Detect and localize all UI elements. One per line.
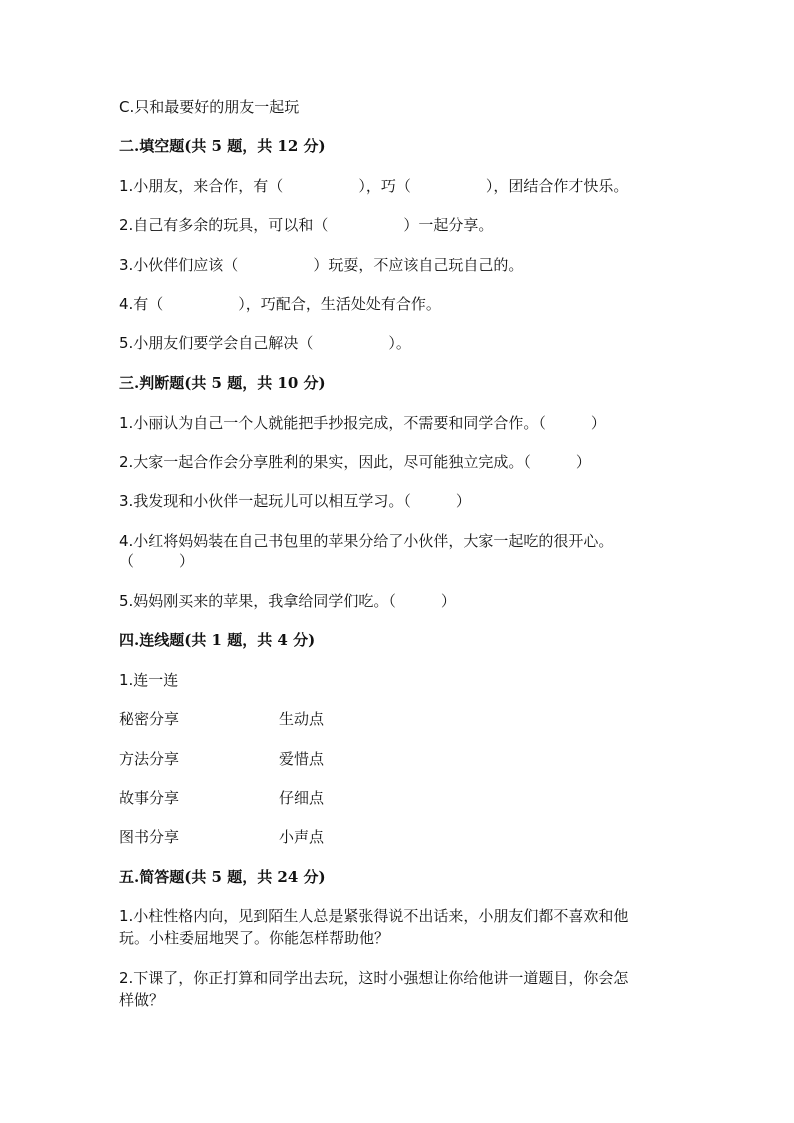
judge-item-1: 1.小丽认为自己一个人就能把手抄报完成，不需要和同学合作。（ ）	[119, 414, 606, 432]
match-right-item: 爱惜点	[279, 750, 325, 768]
judge-item-5: 5.妈妈刚买来的苹果，我拿给同学们吃。（ ）	[119, 592, 456, 610]
section2-heading: 二.填空题(共 5 题，共 12 分)	[119, 137, 326, 155]
judge-item-4-parens: （ ）	[119, 552, 195, 570]
fill-blank-4: 4.有（ ），巧配合，生活处处有合作。	[119, 295, 441, 313]
match-question: 1.连一连	[119, 671, 179, 689]
match-left-item: 图书分享	[119, 828, 180, 846]
section5-heading: 五.简答题(共 5 题，共 24 分)	[119, 868, 326, 886]
match-right-item: 生动点	[279, 710, 325, 728]
previous-option-c: C.只和最要好的朋友一起玩	[119, 98, 300, 116]
short-answer-2-line1: 2.下课了，你正打算和同学出去玩，这时小强想让你给他讲一道题目，你会怎	[119, 969, 629, 987]
fill-blank-3: 3.小伙伴们应该（ ）玩耍，不应该自己玩自己的。	[119, 256, 524, 274]
match-left-item: 方法分享	[119, 750, 180, 768]
match-left-item: 秘密分享	[119, 710, 180, 728]
short-answer-1-line2: 玩。小柱委屈地哭了。你能怎样帮助他？	[119, 929, 390, 947]
judge-item-4: 4.小红将妈妈装在自己书包里的苹果分给了小伙伴，大家一起吃的很开心。	[119, 532, 614, 550]
judge-item-2: 2.大家一起合作会分享胜利的果实，因此，尽可能独立完成。（ ）	[119, 453, 591, 471]
section4-heading: 四.连线题(共 1 题，共 4 分)	[119, 631, 316, 649]
section3-heading: 三.判断题(共 5 题，共 10 分)	[119, 374, 326, 392]
short-answer-1-line1: 1.小柱性格内向，见到陌生人总是紧张得说不出话来，小朋友们都不喜欢和他	[119, 907, 629, 925]
match-left-item: 故事分享	[119, 789, 180, 807]
match-right-item: 小声点	[279, 828, 325, 846]
fill-blank-5: 5.小朋友们要学会自己解决（ ）。	[119, 334, 411, 352]
match-right-item: 仔细点	[279, 789, 325, 807]
fill-blank-2: 2.自己有多余的玩具，可以和（ ）一起分享。	[119, 216, 494, 234]
judge-item-3: 3.我发现和小伙伴一起玩儿可以相互学习。（ ）	[119, 492, 471, 510]
fill-blank-1: 1.小朋友，来合作，有（ ），巧（ ），团结合作才快乐。	[119, 177, 629, 195]
short-answer-2-line2: 样做？	[119, 991, 165, 1009]
